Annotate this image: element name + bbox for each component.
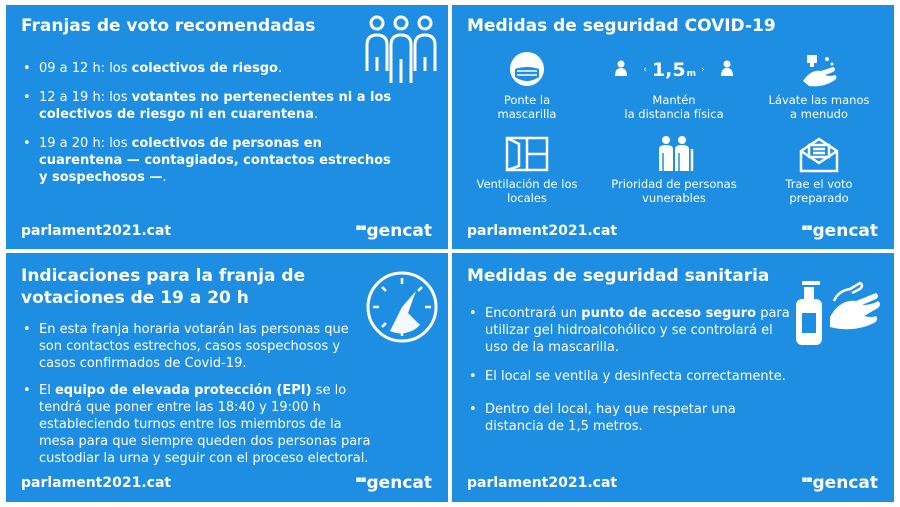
footer-url[interactable]: parlament2021.cat (21, 223, 172, 239)
panel-franjas-voto (6, 5, 448, 249)
panel-title: Franjas de voto recomendadas (21, 16, 316, 36)
footer-url[interactable]: parlament2021.cat (21, 475, 172, 491)
gencat-logo: ▪▪gencat (355, 221, 432, 241)
franjas-list (21, 60, 401, 186)
panel-medidas-sanitaria (452, 253, 894, 502)
window-icon (505, 135, 549, 173)
sanitaria-list (467, 305, 797, 435)
hand-wash-icon (799, 51, 839, 89)
envelope-icon (797, 135, 841, 173)
list-item: • El equipo de elevada protección (EPI) se lo tendrá que poner entre las 18:40 y 19:00 h estableciendo turnos entre los miembros de la mesa para que siempre queden dos personas para custodiar la urna y seguir con el proceso electoral. (21, 382, 371, 467)
panel-title: Medidas de seguridad COVID-19 (467, 16, 776, 36)
list-item: • Encontrará un punto de acceso seguro para utilizar gel hidroalcohólico y se controlará el uso de la mascarilla. (467, 305, 797, 356)
gencat-logo: ▪▪gencat (355, 473, 432, 493)
distance-icon: ‹ 1,5 m › (604, 51, 744, 89)
priority-people-icon (652, 135, 696, 173)
panel-title: Medidas de seguridad sanitaria (467, 266, 770, 286)
panel-indicaciones (6, 253, 448, 502)
measure-distance: ‹ 1,5 m › Mantén la distancia física (604, 51, 744, 121)
gencat-logo: ▪▪gencat (801, 221, 878, 241)
measure-vote-prepared: Trae el voto preparado (749, 135, 889, 205)
mask-icon (507, 51, 547, 89)
measure-priority: Prioridad de personas vunerables (604, 135, 744, 205)
gencat-logo: ▪▪gencat (801, 473, 878, 493)
indicaciones-list (21, 321, 371, 467)
clock-icon (364, 269, 440, 345)
list-item: • Dentro del local, hay que respetar una distancia de 1,5 metros. (467, 401, 797, 435)
gencat-mark-icon: ▪▪ (355, 475, 366, 485)
gencat-mark-icon: ▪▪ (801, 223, 812, 233)
measure-mask: Ponte la mascarilla (457, 51, 597, 121)
list-item: • 19 a 20 h: los colectivos de personas en cuarentena — contagiados, contactos estrechos y sospechosos —. (21, 135, 401, 186)
measure-hand-wash: Lávate las manos a menudo (749, 51, 889, 121)
sanitizer-hands-icon (790, 277, 882, 349)
panel-title: Indicaciones para la franja de votaciones de 19 a 20 h (21, 266, 306, 308)
footer-url[interactable]: parlament2021.cat (467, 475, 618, 491)
gencat-mark-icon: ▪▪ (355, 223, 366, 233)
list-item: • En esta franja horaria votarán las personas que son contactos estrechos, casos sospechosos y casos confirmados de Covid-19. (21, 321, 371, 372)
list-item: • El local se ventila y desinfecta correctamente. (467, 368, 797, 385)
panel-medidas-covid (452, 5, 894, 249)
list-item: • 12 a 19 h: los votantes no pertenecientes ni a los colectivos de riesgo ni en cuarentena. (21, 89, 401, 123)
measure-ventilation: Ventilación de los locales (457, 135, 597, 205)
footer-url[interactable]: parlament2021.cat (467, 223, 618, 239)
gencat-mark-icon: ▪▪ (801, 475, 812, 485)
list-item: • 09 a 12 h: los colectivos de riesgo. (21, 60, 401, 77)
